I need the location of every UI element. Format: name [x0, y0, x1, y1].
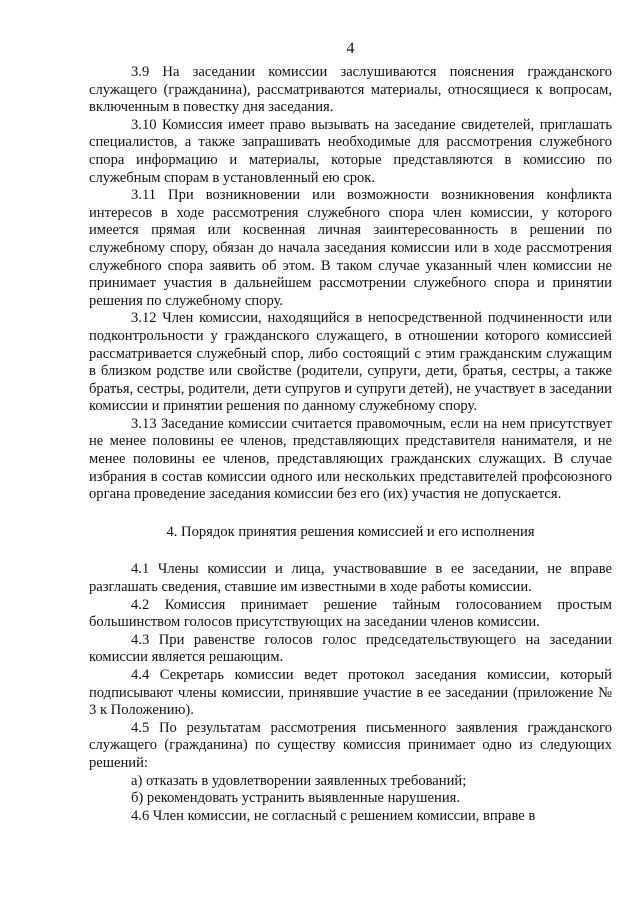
paragraph-3-13: 3.13 Заседание комиссии считается правомочным, если на нем присутствует не менее половины ее членов, представляющих представителя нанимателя, и не менее половины ее членов, представляющих гражданских служащих. В случае избрания в состав комиссии одного или нескольких представителей профсоюзного органа проведение заседания комиссии без его (их) участия не допускается.: [89, 415, 612, 503]
list-item-a: а) отказать в удовлетворении заявленных требований;: [131, 772, 467, 789]
section-heading: 4. Порядок принятия решения комиссией и его исполнения: [166, 523, 535, 540]
paragraph-4-3: 4.3 При равенстве голосов голос председательствующего на заседании комиссии является решающим.: [89, 631, 612, 666]
list-item-b: б) рекомендовать устранить выявленные нарушения.: [131, 790, 461, 807]
paragraph-4-1: 4.1 Члены комиссии и лица, участвовавшие в ее заседании, не вправе разглашать сведения, ставшие им известными в ходе работы комиссии.: [89, 561, 612, 596]
paragraph-3-10: 3.10 Комиссия имеет право вызывать на заседание свидетелей, приглашать специалистов, а также запрашивать необходимые для рассмотрения служебного спора информацию и материалы, которые представляются в комиссию по служебным спорам в установленный ею срок.: [89, 116, 612, 186]
page-number: 4: [346, 40, 355, 57]
paragraph-4-5: 4.5 По результатам рассмотрения письменного заявления гражданского служащего (гражданина) по существу комиссия принимает одно из следующих решений:: [89, 719, 612, 771]
paragraph-3-11: 3.11 При возникновении или возможности возникновения конфликта интересов в ходе рассмотрения служебного спора член комиссии, у которого имеется прямая или косвенная личная заинтересованность в решении по служебному спору, обязан до начала заседания комиссии или в ходе рассмотрения служебного спора заявить об этом. В таком случае указанный член комиссии не принимает участия в дальнейшем рассмотрении служебного спора и принятии решения по служебному спору.: [89, 187, 612, 309]
paragraph-4-6: 4.6 Член комиссии, не согласный с решением комиссии, вправе в: [131, 807, 536, 824]
paragraph-3-9: 3.9 На заседании комиссии заслушиваются пояснения гражданского служащего (гражданина), рассматриваются материалы, относящиеся к вопросам, включенным в повестку дня заседания.: [89, 64, 612, 116]
paragraph-4-4: 4.4 Секретарь комиссии ведет протокол заседания комиссии, который подписывают члены комиссии, принявшие участие в ее заседании (приложение № 3 к Положению).: [89, 667, 612, 719]
paragraph-3-12: 3.12 Член комиссии, находящийся в непосредственной подчиненности или подконтрольности у гражданского служащего, в отношении которого комиссией рассматривается служебный спор, либо состоящий с этим гражданским служащим в близком родстве или свойстве (родители, супруги, дети, братья, сестры, а также братья, сестры, родители, дети супругов и супруги детей), не участвует в заседании комиссии и принятии решения по данному служебному спору.: [89, 310, 612, 415]
paragraph-4-2: 4.2 Комиссия принимает решение тайным голосованием простым большинством голосов присутствующих на заседании членов комиссии.: [89, 596, 612, 631]
